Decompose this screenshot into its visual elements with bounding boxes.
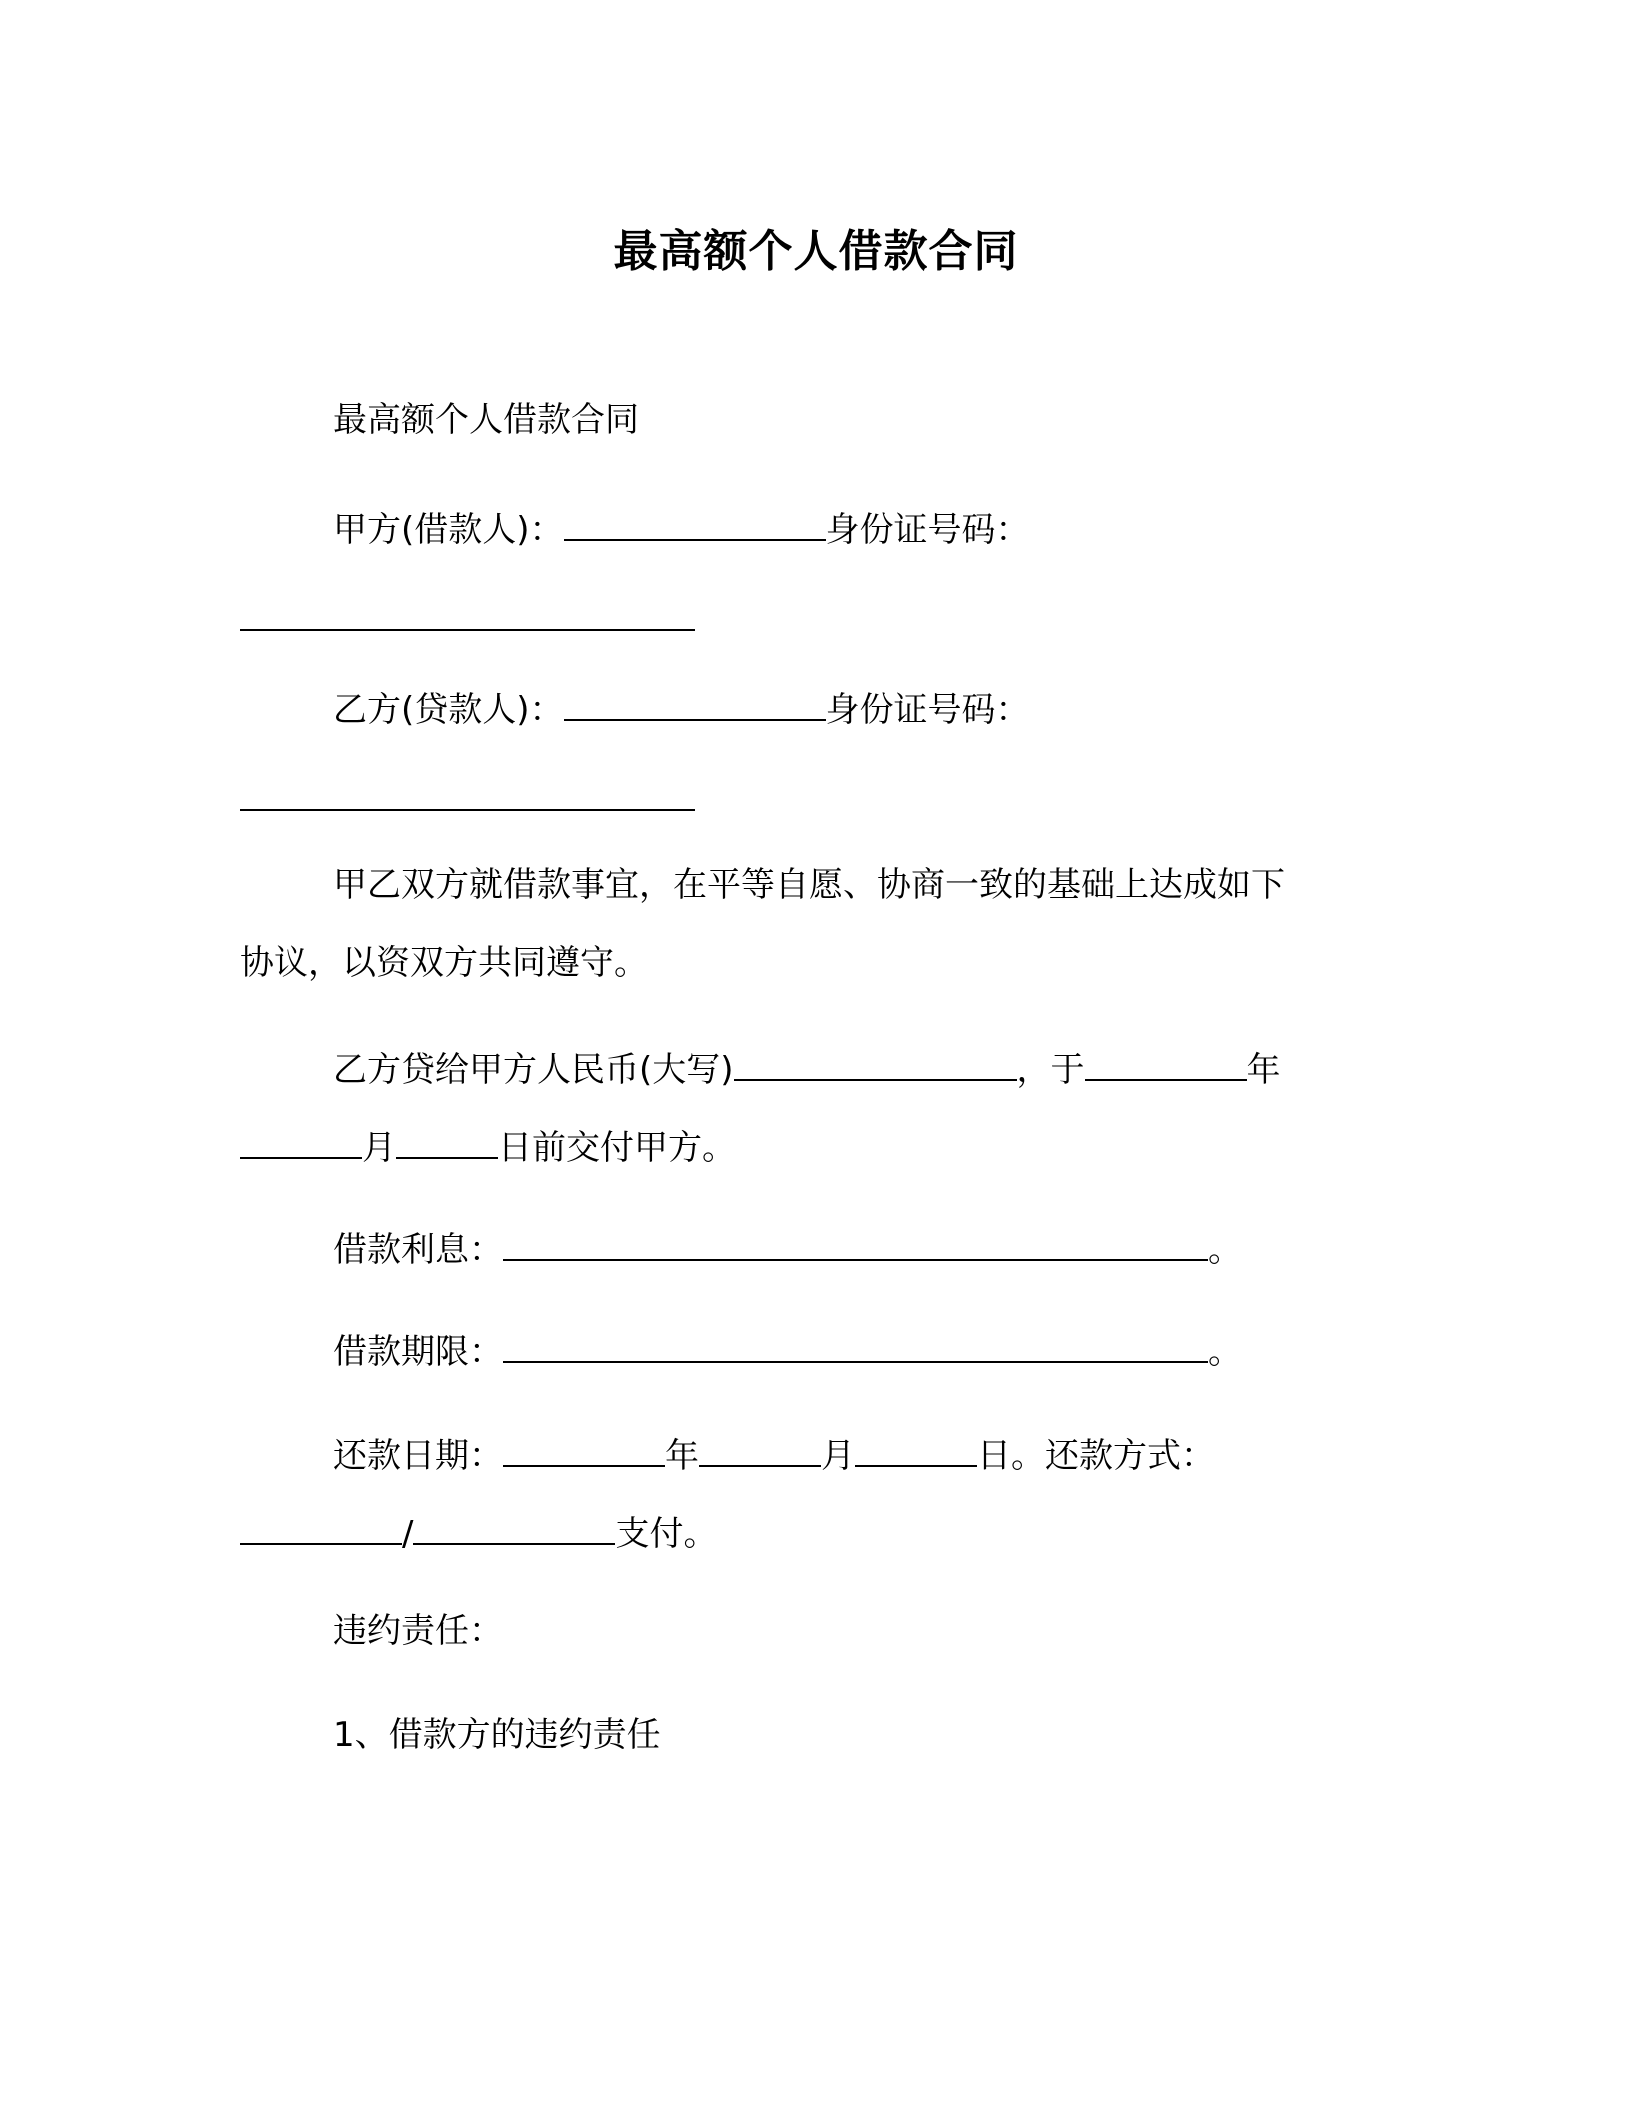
repayment-method-blank-1 <box>240 1507 402 1545</box>
repayment-method-label: 日。还款方式： <box>977 1436 1215 1476</box>
loan-date-line <box>240 1121 736 1170</box>
repayment-slash: / <box>402 1514 414 1554</box>
interest-line <box>333 1223 1242 1272</box>
agreement-line-1: 甲乙双方就借款事宜，在平等自愿、协商一致的基础上达成如下 <box>333 865 1285 905</box>
party-a-id-line <box>240 593 695 642</box>
loan-year-blank <box>1085 1043 1247 1081</box>
repayment-date-label: 还款日期： <box>333 1436 503 1476</box>
repayment-date-line <box>333 1429 1215 1478</box>
term-line <box>333 1325 1242 1374</box>
term-blank <box>503 1325 1208 1363</box>
loan-amount-blank <box>734 1043 1017 1081</box>
contract-subtitle: 最高额个人借款合同 <box>333 400 639 440</box>
party-b-id-label: 身份证号码： <box>825 690 1030 730</box>
party-b-id-line <box>240 773 695 822</box>
breach-item-1: 1、借款方的违约责任 <box>333 1715 661 1755</box>
party-a-label: 甲方(借款人)： <box>333 510 564 550</box>
term-end: 。 <box>1208 1332 1242 1372</box>
repayment-day-blank <box>855 1429 977 1467</box>
party-b-line <box>333 683 1030 732</box>
interest-end: 。 <box>1208 1230 1242 1270</box>
repayment-year-blank <box>503 1429 665 1467</box>
interest-label: 借款利息： <box>333 1230 503 1270</box>
party-b-id-blank <box>240 773 695 811</box>
repayment-month-label: 月 <box>821 1436 855 1476</box>
repayment-method-blank-2 <box>413 1507 615 1545</box>
agreement-line-2: 协议，以资双方共同遵守。 <box>240 943 648 983</box>
party-b-name-blank <box>564 683 826 721</box>
loan-comma-yu: ，于 <box>1016 1050 1085 1090</box>
loan-month-blank <box>240 1121 362 1159</box>
party-a-id-blank <box>240 593 695 631</box>
loan-year-label: 年 <box>1246 1050 1281 1090</box>
repayment-method-line <box>240 1507 717 1556</box>
repayment-pay-text: 支付。 <box>615 1514 718 1554</box>
party-a-line <box>333 503 1030 552</box>
loan-day-blank <box>396 1121 498 1159</box>
party-b-label: 乙方(贷款人)： <box>333 690 564 730</box>
interest-blank <box>503 1223 1208 1261</box>
loan-amount-label: 乙方贷给甲方人民币(大写) <box>333 1050 734 1090</box>
party-a-id-label: 身份证号码： <box>825 510 1030 550</box>
loan-delivery-text: 日前交付甲方。 <box>498 1128 736 1168</box>
term-label: 借款期限： <box>333 1332 503 1372</box>
party-a-name-blank <box>564 503 826 541</box>
document-title: 最高额个人借款合同 <box>613 226 1019 277</box>
breach-heading: 违约责任： <box>333 1611 503 1651</box>
loan-month-label: 月 <box>362 1128 396 1168</box>
repayment-year-label: 年 <box>665 1436 699 1476</box>
repayment-month-blank <box>699 1429 821 1467</box>
loan-amount-line <box>333 1043 1281 1092</box>
